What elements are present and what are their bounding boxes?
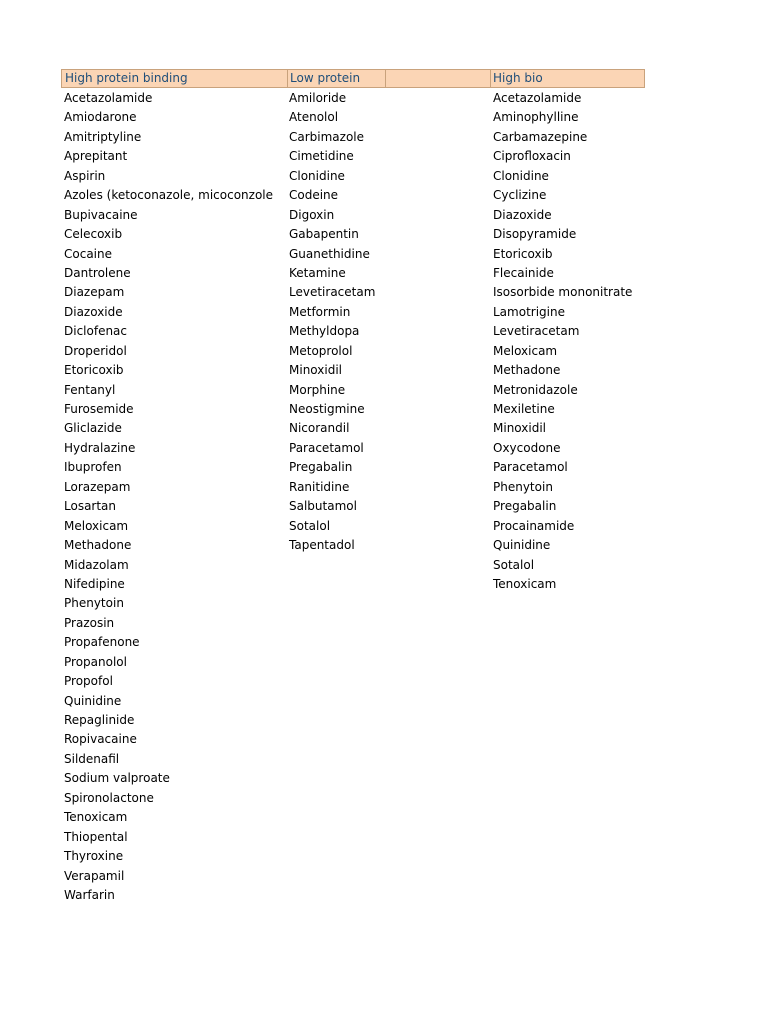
drug-name-cell: Quinidine xyxy=(64,693,122,708)
drug-name-cell: Levetiracetam xyxy=(493,324,580,339)
drug-name-cell: Codeine xyxy=(289,188,339,203)
drug-name-cell: Isosorbide mononitrate xyxy=(493,285,633,300)
drug-name-cell: Disopyramide xyxy=(493,227,577,242)
drug-name-cell: Etoricoxib xyxy=(64,363,124,378)
high-bio-list xyxy=(493,89,632,594)
drug-name-cell: Sotalol xyxy=(289,518,331,533)
drug-name-cell: Phenytoin xyxy=(64,596,124,611)
drug-name-cell: Oxycodone xyxy=(493,440,561,455)
drug-name-cell: Meloxicam xyxy=(493,343,558,358)
drug-name-cell: Tenoxicam xyxy=(64,810,128,825)
drug-name-cell: Lamotrigine xyxy=(493,304,565,319)
drug-name-cell: Paracetamol xyxy=(289,440,364,455)
drug-name-cell: Amiodarone xyxy=(64,110,137,125)
drug-name-cell: Acetazolamide xyxy=(493,91,582,105)
drug-name-cell: Sodium valproate xyxy=(64,771,170,786)
drug-name-cell: Flecainide xyxy=(493,265,554,280)
drug-name-cell: Pregabalin xyxy=(289,460,353,475)
low-protein-list xyxy=(289,89,375,556)
drug-name-cell: Paracetamol xyxy=(493,460,568,475)
drug-name-cell: Bupivacaine xyxy=(64,207,138,222)
drug-name-cell: Tapentadol xyxy=(289,538,355,553)
drug-name-cell: Droperidol xyxy=(64,343,127,358)
drug-name-cell: Meloxicam xyxy=(64,518,129,533)
drug-name-cell: Metformin xyxy=(289,304,351,319)
header-high-protein-binding: High protein binding xyxy=(65,71,188,85)
drug-name-cell: Pregabalin xyxy=(493,499,557,514)
drug-name-cell: Clonidine xyxy=(289,168,345,183)
drug-name-cell: Thyroxine xyxy=(64,849,124,864)
drug-name-cell: Metronidazole xyxy=(493,382,578,397)
drug-name-cell: Diclofenac xyxy=(64,324,128,339)
drug-name-cell: Methyldopa xyxy=(289,324,360,339)
drug-name-cell: Dantrolene xyxy=(64,265,131,280)
drug-name-cell: Thiopental xyxy=(64,829,128,844)
drug-name-cell: Ciprofloxacin xyxy=(493,149,571,164)
drug-name-cell: Morphine xyxy=(289,382,346,397)
drug-name-cell: Neostigmine xyxy=(289,402,365,416)
drug-name-cell: Gabapentin xyxy=(289,227,359,242)
drug-name-cell: Tenoxicam xyxy=(493,576,557,591)
drug-name-cell: Cyclizine xyxy=(493,188,547,203)
drug-name-cell: Levetiracetam xyxy=(289,285,376,300)
drug-name-cell: Minoxidil xyxy=(493,421,546,436)
drug-name-cell: Aprepitant xyxy=(64,149,128,164)
header-row xyxy=(61,69,645,88)
header-high-bio: High bio xyxy=(493,71,543,85)
drug-name-cell: Prazosin xyxy=(64,615,115,630)
drug-name-cell: Phenytoin xyxy=(493,479,553,494)
drug-name-cell: Guanethidine xyxy=(289,246,370,261)
drug-name-cell: Cimetidine xyxy=(289,149,354,164)
drug-name-cell: Ropivacaine xyxy=(64,732,137,747)
drug-name-cell: Midazolam xyxy=(64,557,129,572)
drug-name-cell: Minoxidil xyxy=(289,363,342,378)
drug-name-cell: Warfarin xyxy=(64,887,115,902)
drug-name-cell: Amiloride xyxy=(289,91,347,105)
drug-name-cell: Fentanyl xyxy=(64,382,116,397)
drug-name-cell: Carbimazole xyxy=(289,129,365,144)
drug-name-cell: Azoles (ketoconazole, micoconzole xyxy=(64,188,274,203)
drug-name-cell: Lorazepam xyxy=(64,479,131,494)
drug-name-cell: Repaglinide xyxy=(64,713,135,727)
header-empty-cell xyxy=(385,70,490,87)
drug-name-cell: Carbamazepine xyxy=(493,129,588,144)
drug-name-cell: Acetazolamide xyxy=(64,91,153,105)
drug-name-cell: Losartan xyxy=(64,499,117,514)
drug-name-cell: Atenolol xyxy=(289,110,339,125)
drug-name-cell: Procainamide xyxy=(493,518,575,533)
drug-name-cell: Aspirin xyxy=(64,168,106,183)
drug-name-cell: Nicorandil xyxy=(289,421,350,436)
drug-name-cell: Verapamil xyxy=(64,868,125,883)
drug-name-cell: Celecoxib xyxy=(64,227,123,242)
drug-name-cell: Diazoxide xyxy=(64,304,123,319)
drug-name-cell: Gliclazide xyxy=(64,421,122,436)
drug-name-cell: Ibuprofen xyxy=(64,460,122,475)
drug-name-cell: Aminophylline xyxy=(493,110,579,125)
drug-name-cell: Diazoxide xyxy=(493,207,552,222)
drug-name-cell: Diazepam xyxy=(64,285,125,300)
header-low-protein: Low protein xyxy=(290,71,361,85)
drug-name-cell: Sotalol xyxy=(493,557,535,572)
drug-name-cell: Hydralazine xyxy=(64,440,136,455)
drug-name-cell: Amitriptyline xyxy=(64,129,142,144)
drug-name-cell: Propafenone xyxy=(64,635,140,650)
high-protein-binding-list xyxy=(64,89,273,905)
drug-name-cell: Mexiletine xyxy=(493,402,555,416)
drug-name-cell: Clonidine xyxy=(493,168,549,183)
drug-name-cell: Quinidine xyxy=(493,538,551,553)
drug-name-cell: Methadone xyxy=(64,538,132,553)
drug-name-cell: Cocaine xyxy=(64,246,112,261)
drug-name-cell: Salbutamol xyxy=(289,499,357,514)
drug-name-cell: Ranitidine xyxy=(289,479,350,494)
drug-name-cell: Ketamine xyxy=(289,265,346,280)
drug-name-cell: Nifedipine xyxy=(64,576,125,591)
drug-name-cell: Metoprolol xyxy=(289,343,353,358)
drug-name-cell: Propofol xyxy=(64,674,113,689)
drug-name-cell: Digoxin xyxy=(289,207,335,222)
drug-name-cell: Etoricoxib xyxy=(493,246,553,261)
drug-name-cell: Methadone xyxy=(493,363,561,378)
drug-name-cell: Propanolol xyxy=(64,654,127,669)
drug-name-cell: Sildenafil xyxy=(64,751,120,766)
drug-name-cell: Furosemide xyxy=(64,402,134,416)
drug-name-cell: Spironolactone xyxy=(64,790,154,805)
